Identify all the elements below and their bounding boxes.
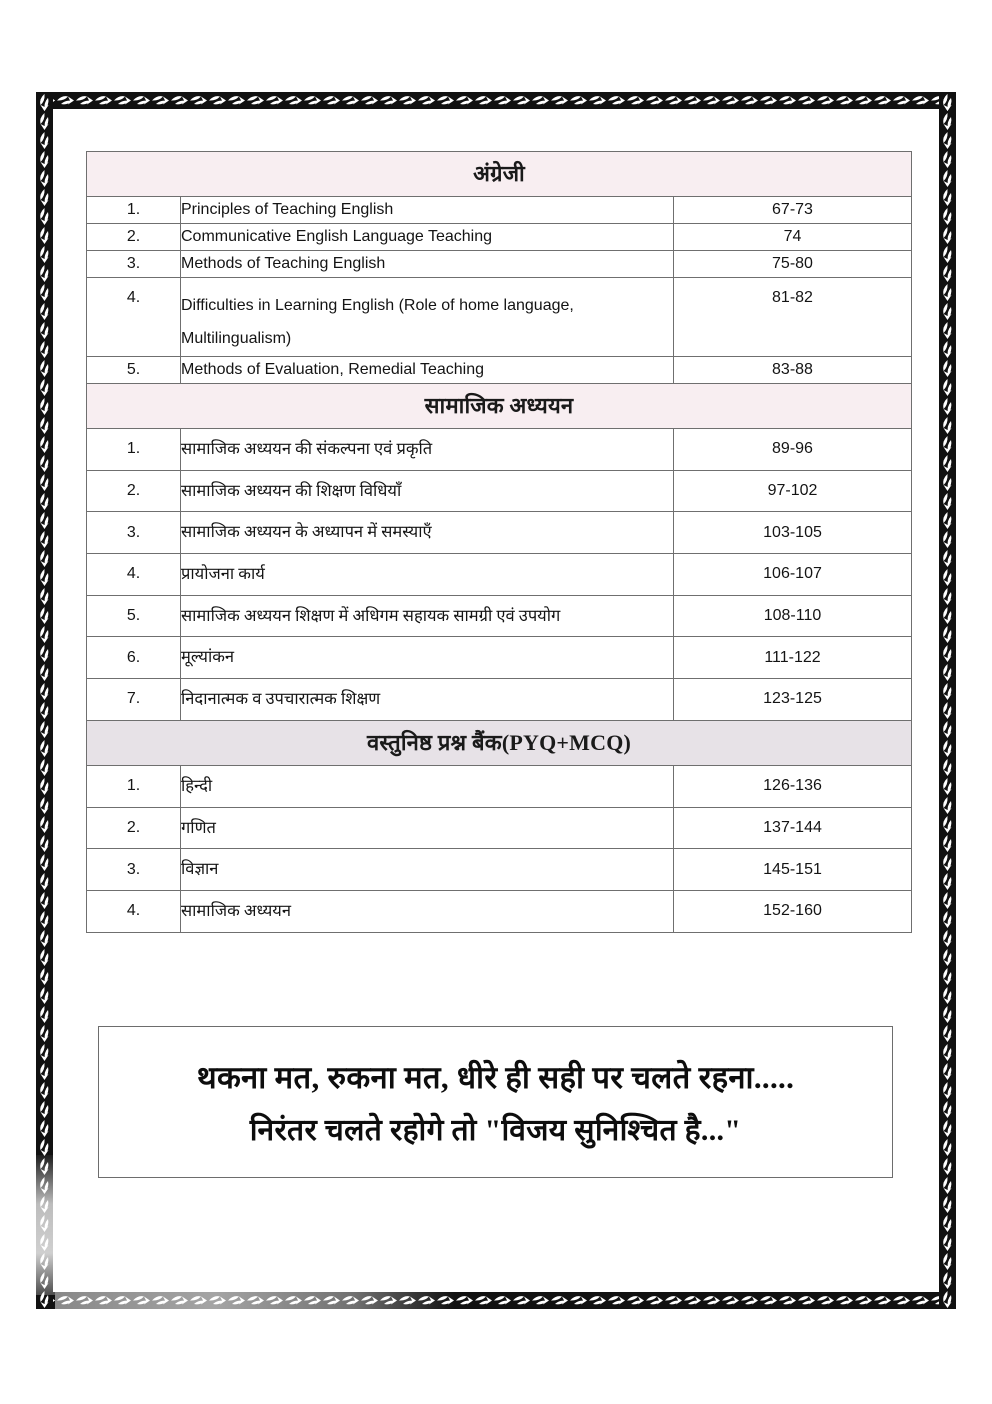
row-page-range: 108-110 xyxy=(674,595,912,637)
row-page-range: 111-122 xyxy=(674,637,912,679)
row-serial-number: 4. xyxy=(87,891,181,933)
row-page-range: 106-107 xyxy=(674,553,912,595)
table-row xyxy=(87,891,912,933)
table-row xyxy=(87,553,912,595)
row-serial-number: 4. xyxy=(87,277,181,356)
table-row xyxy=(87,512,912,554)
row-topic-title: सामाजिक अध्ययन शिक्षण में अधिगम सहायक सामग्री एवं उपयोग xyxy=(181,595,674,637)
table-row xyxy=(87,223,912,250)
row-serial-number: 5. xyxy=(87,595,181,637)
row-topic-title: Communicative English Language Teaching xyxy=(181,223,674,250)
row-page-range: 123-125 xyxy=(674,679,912,721)
row-serial-number: 2. xyxy=(87,807,181,849)
row-serial-number: 3. xyxy=(87,512,181,554)
row-serial-number: 4. xyxy=(87,553,181,595)
row-page-range: 145-151 xyxy=(674,849,912,891)
table-row xyxy=(87,277,912,356)
table-row xyxy=(87,849,912,891)
section-title: सामाजिक अध्ययन xyxy=(87,383,912,428)
row-page-range: 74 xyxy=(674,223,912,250)
row-topic-title: Difficulties in Learning English (Role of home language, Multilingualism) xyxy=(181,277,674,356)
row-serial-number: 1. xyxy=(87,428,181,470)
row-topic-title: मूल्यांकन xyxy=(181,637,674,679)
section-header-row xyxy=(87,383,912,428)
table-row xyxy=(87,679,912,721)
row-topic-title: सामाजिक अध्ययन के अध्यापन में समस्याएँ xyxy=(181,512,674,554)
row-page-range: 83-88 xyxy=(674,356,912,383)
table-row xyxy=(87,250,912,277)
row-page-range: 137-144 xyxy=(674,807,912,849)
quote-line-2: निरंतर चलते रहोगे तो "विजय सुनिश्चित है..." xyxy=(249,1113,742,1147)
border-vine-left xyxy=(36,92,53,1309)
table-row xyxy=(87,428,912,470)
row-topic-title: Principles of Teaching English xyxy=(181,197,674,224)
border-vine-top xyxy=(36,92,956,109)
row-serial-number: 1. xyxy=(87,765,181,807)
row-serial-number: 2. xyxy=(87,223,181,250)
border-vine-bottom xyxy=(36,1292,956,1309)
row-topic-title: Methods of Evaluation, Remedial Teaching xyxy=(181,356,674,383)
row-page-range: 126-136 xyxy=(674,765,912,807)
row-serial-number: 3. xyxy=(87,250,181,277)
row-page-range: 75-80 xyxy=(674,250,912,277)
row-page-range: 97-102 xyxy=(674,470,912,512)
row-page-range: 89-96 xyxy=(674,428,912,470)
row-topic-title: विज्ञान xyxy=(181,849,674,891)
row-topic-title: गणित xyxy=(181,807,674,849)
row-serial-number: 6. xyxy=(87,637,181,679)
table-row xyxy=(87,765,912,807)
motivational-quote-box xyxy=(98,1026,893,1178)
row-serial-number: 3. xyxy=(87,849,181,891)
table-row xyxy=(87,356,912,383)
row-topic-title: निदानात्मक व उपचारात्मक शिक्षण xyxy=(181,679,674,721)
row-page-range: 152-160 xyxy=(674,891,912,933)
section-header-row xyxy=(87,152,912,197)
row-topic-title: सामाजिक अध्ययन की संकल्पना एवं प्रकृति xyxy=(181,428,674,470)
row-serial-number: 5. xyxy=(87,356,181,383)
row-serial-number: 1. xyxy=(87,197,181,224)
row-topic-title: हिन्दी xyxy=(181,765,674,807)
row-page-range: 81-82 xyxy=(674,277,912,356)
table-row xyxy=(87,595,912,637)
section-title: वस्तुनिष्ठ प्रश्न बैंक(PYQ+MCQ) xyxy=(87,720,912,765)
row-serial-number: 7. xyxy=(87,679,181,721)
row-topic-title: सामाजिक अध्ययन xyxy=(181,891,674,933)
table-row xyxy=(87,197,912,224)
section-header-row xyxy=(87,720,912,765)
row-topic-title: सामाजिक अध्ययन की शिक्षण विधियाँ xyxy=(181,470,674,512)
table-row xyxy=(87,470,912,512)
row-page-range: 103-105 xyxy=(674,512,912,554)
border-vine-right xyxy=(939,92,956,1309)
row-serial-number: 2. xyxy=(87,470,181,512)
index-table xyxy=(86,151,912,933)
row-topic-title: प्रायोजना कार्य xyxy=(181,553,674,595)
row-page-range: 67-73 xyxy=(674,197,912,224)
table-row xyxy=(87,807,912,849)
row-topic-title: Methods of Teaching English xyxy=(181,250,674,277)
table-row xyxy=(87,637,912,679)
section-title: अंग्रेजी xyxy=(87,152,912,197)
quote-line-1: थकना मत, रुकना मत, धीरे ही सही पर चलते रहना..... xyxy=(196,1059,795,1095)
